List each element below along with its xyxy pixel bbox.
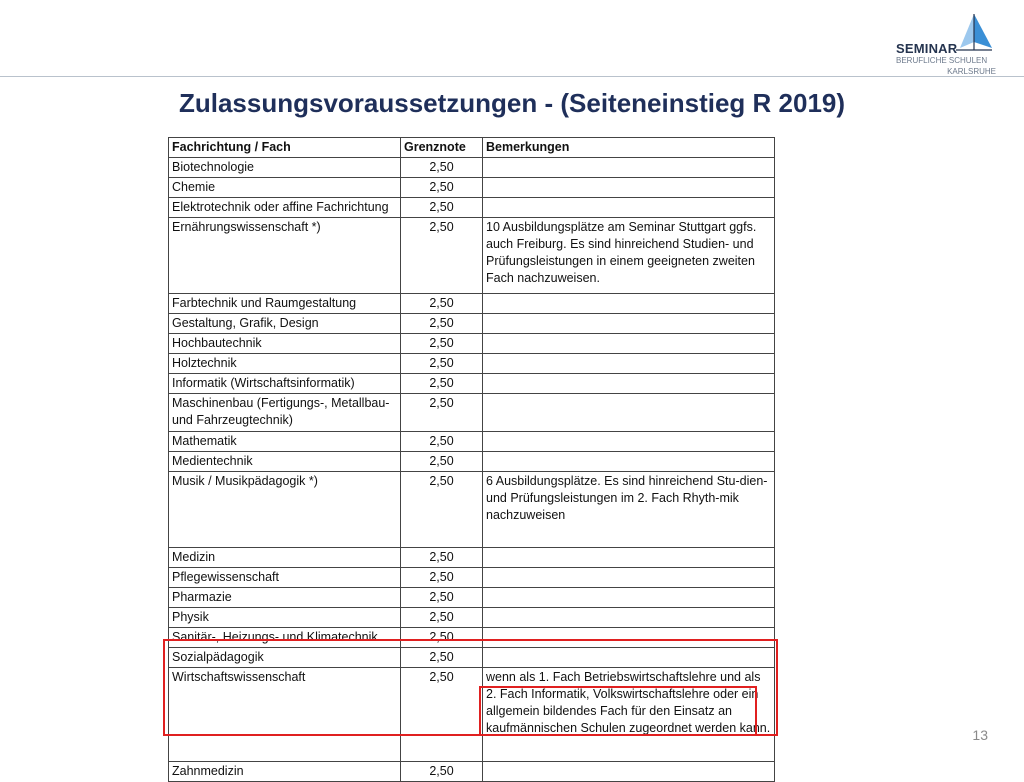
logo-subtitle-2: KARLSRUHE: [947, 67, 996, 76]
table-row: [169, 218, 775, 294]
cell-fach: Farbtechnik und Raumgestaltung: [169, 294, 401, 314]
cell-fach: Sozialpädagogik: [169, 648, 401, 668]
cell-bemerkung: [483, 178, 775, 198]
cell-bemerkung: [483, 198, 775, 218]
cell-bemerkung: [483, 452, 775, 472]
table-row: [169, 588, 775, 608]
table-row: [169, 374, 775, 394]
table-row: [169, 608, 775, 628]
cell-grenznote: 2,50: [401, 608, 483, 628]
cell-grenznote: 2,50: [401, 548, 483, 568]
table-row: [169, 334, 775, 354]
column-header-fach: Fachrichtung / Fach: [169, 138, 401, 158]
cell-fach: Medizin: [169, 548, 401, 568]
logo-subtitle-1: BERUFLICHE SCHULEN: [896, 56, 988, 65]
cell-grenznote: 2,50: [401, 218, 483, 294]
column-header-grenznote: Grenznote: [401, 138, 483, 158]
cell-fach: Biotechnologie: [169, 158, 401, 178]
cell-grenznote: 2,50: [401, 568, 483, 588]
cell-grenznote: 2,50: [401, 588, 483, 608]
cell-bemerkung: [483, 354, 775, 374]
cell-fach: Elektrotechnik oder affine Fachrichtung: [169, 198, 401, 218]
cell-bemerkung: [483, 432, 775, 452]
cell-fach: Holztechnik: [169, 354, 401, 374]
cell-grenznote: 2,50: [401, 394, 483, 432]
cell-grenznote: 2,50: [401, 158, 483, 178]
cell-grenznote: 2,50: [401, 668, 483, 762]
cell-fach: Hochbautechnik: [169, 334, 401, 354]
cell-grenznote: 2,50: [401, 472, 483, 548]
cell-grenznote: 2,50: [401, 354, 483, 374]
cell-grenznote: 2,50: [401, 294, 483, 314]
cell-fach: Musik / Musikpädagogik *): [169, 472, 401, 548]
cell-grenznote: 2,50: [401, 628, 483, 648]
cell-fach: Chemie: [169, 178, 401, 198]
cell-grenznote: 2,50: [401, 432, 483, 452]
table-row: [169, 394, 775, 432]
cell-bemerkung: [483, 294, 775, 314]
cell-bemerkung: wenn als 1. Fach Betriebswirtschaftslehre und als 2. Fach Informatik, Volkswirtschaftslehre oder ein allgemein bildendes Fach für den Einsatz an kaufmännischen Schulen zugeordnet werden kann.: [483, 668, 775, 762]
table-row: [169, 198, 775, 218]
table-row: [169, 158, 775, 178]
table-row: [169, 548, 775, 568]
cell-fach: Mathematik: [169, 432, 401, 452]
table-row: [169, 452, 775, 472]
cell-bemerkung: [483, 762, 775, 782]
slide-title: Zulassungsvoraussetzungen - (Seiteneinstieg R 2019): [178, 88, 846, 118]
cell-bemerkung: [483, 588, 775, 608]
cell-fach: Zahnmedizin: [169, 762, 401, 782]
cell-grenznote: 2,50: [401, 334, 483, 354]
table-row: [169, 354, 775, 374]
table-row: [169, 762, 775, 782]
cell-bemerkung: [483, 568, 775, 588]
highlight-box-note: [479, 686, 757, 736]
cell-bemerkung: [483, 608, 775, 628]
cell-grenznote: 2,50: [401, 198, 483, 218]
cell-bemerkung: [483, 158, 775, 178]
table-row: [169, 178, 775, 198]
cell-grenznote: 2,50: [401, 648, 483, 668]
cell-bemerkung: 6 Ausbildungsplätze. Es sind hinreichend Stu-dien- und Prüfungsleistungen im 2. Fach Rhyth-mik nachzuweisen: [483, 472, 775, 548]
cell-fach: Wirtschaftswissenschaft: [169, 668, 401, 762]
cell-bemerkung: [483, 548, 775, 568]
table-row: [169, 314, 775, 334]
cell-bemerkung: [483, 394, 775, 432]
cell-bemerkung: 10 Ausbildungsplätze am Seminar Stuttgart ggfs. auch Freiburg. Es sind hinreichend Studien- und Prüfungsleistungen in einem geeigneten zweiten Fach nachzuweisen.: [483, 218, 775, 294]
cell-bemerkung: [483, 374, 775, 394]
cell-fach: Informatik (Wirtschaftsinformatik): [169, 374, 401, 394]
cell-bemerkung: [483, 334, 775, 354]
cell-bemerkung: [483, 314, 775, 334]
cell-fach: Pflegewissenschaft: [169, 568, 401, 588]
cell-grenznote: 2,50: [401, 762, 483, 782]
cell-fach: Sanitär-, Heizungs- und Klimatechnik: [169, 628, 401, 648]
table-row: [169, 568, 775, 588]
cell-fach: Ernährungswissenschaft *): [169, 218, 401, 294]
cell-fach: Pharmazie: [169, 588, 401, 608]
table-row: [169, 472, 775, 548]
table-row: [169, 294, 775, 314]
cell-grenznote: 2,50: [401, 314, 483, 334]
table-row: [169, 432, 775, 452]
logo-name: SEMINAR: [896, 41, 958, 56]
sail-logo-icon: [954, 12, 994, 52]
seminar-logo: [896, 12, 1000, 76]
cell-fach: Medientechnik: [169, 452, 401, 472]
cell-grenznote: 2,50: [401, 374, 483, 394]
cell-fach: Maschinenbau (Fertigungs-, Metallbau- und Fahrzeugtechnik): [169, 394, 401, 432]
table-header-row: [169, 138, 775, 158]
cell-fach: Physik: [169, 608, 401, 628]
cell-fach: Gestaltung, Grafik, Design: [169, 314, 401, 334]
cell-grenznote: 2,50: [401, 178, 483, 198]
column-header-bemerkungen: Bemerkungen: [483, 138, 775, 158]
cell-grenznote: 2,50: [401, 452, 483, 472]
header-divider: [0, 76, 1024, 77]
page-number: 13: [972, 727, 988, 743]
